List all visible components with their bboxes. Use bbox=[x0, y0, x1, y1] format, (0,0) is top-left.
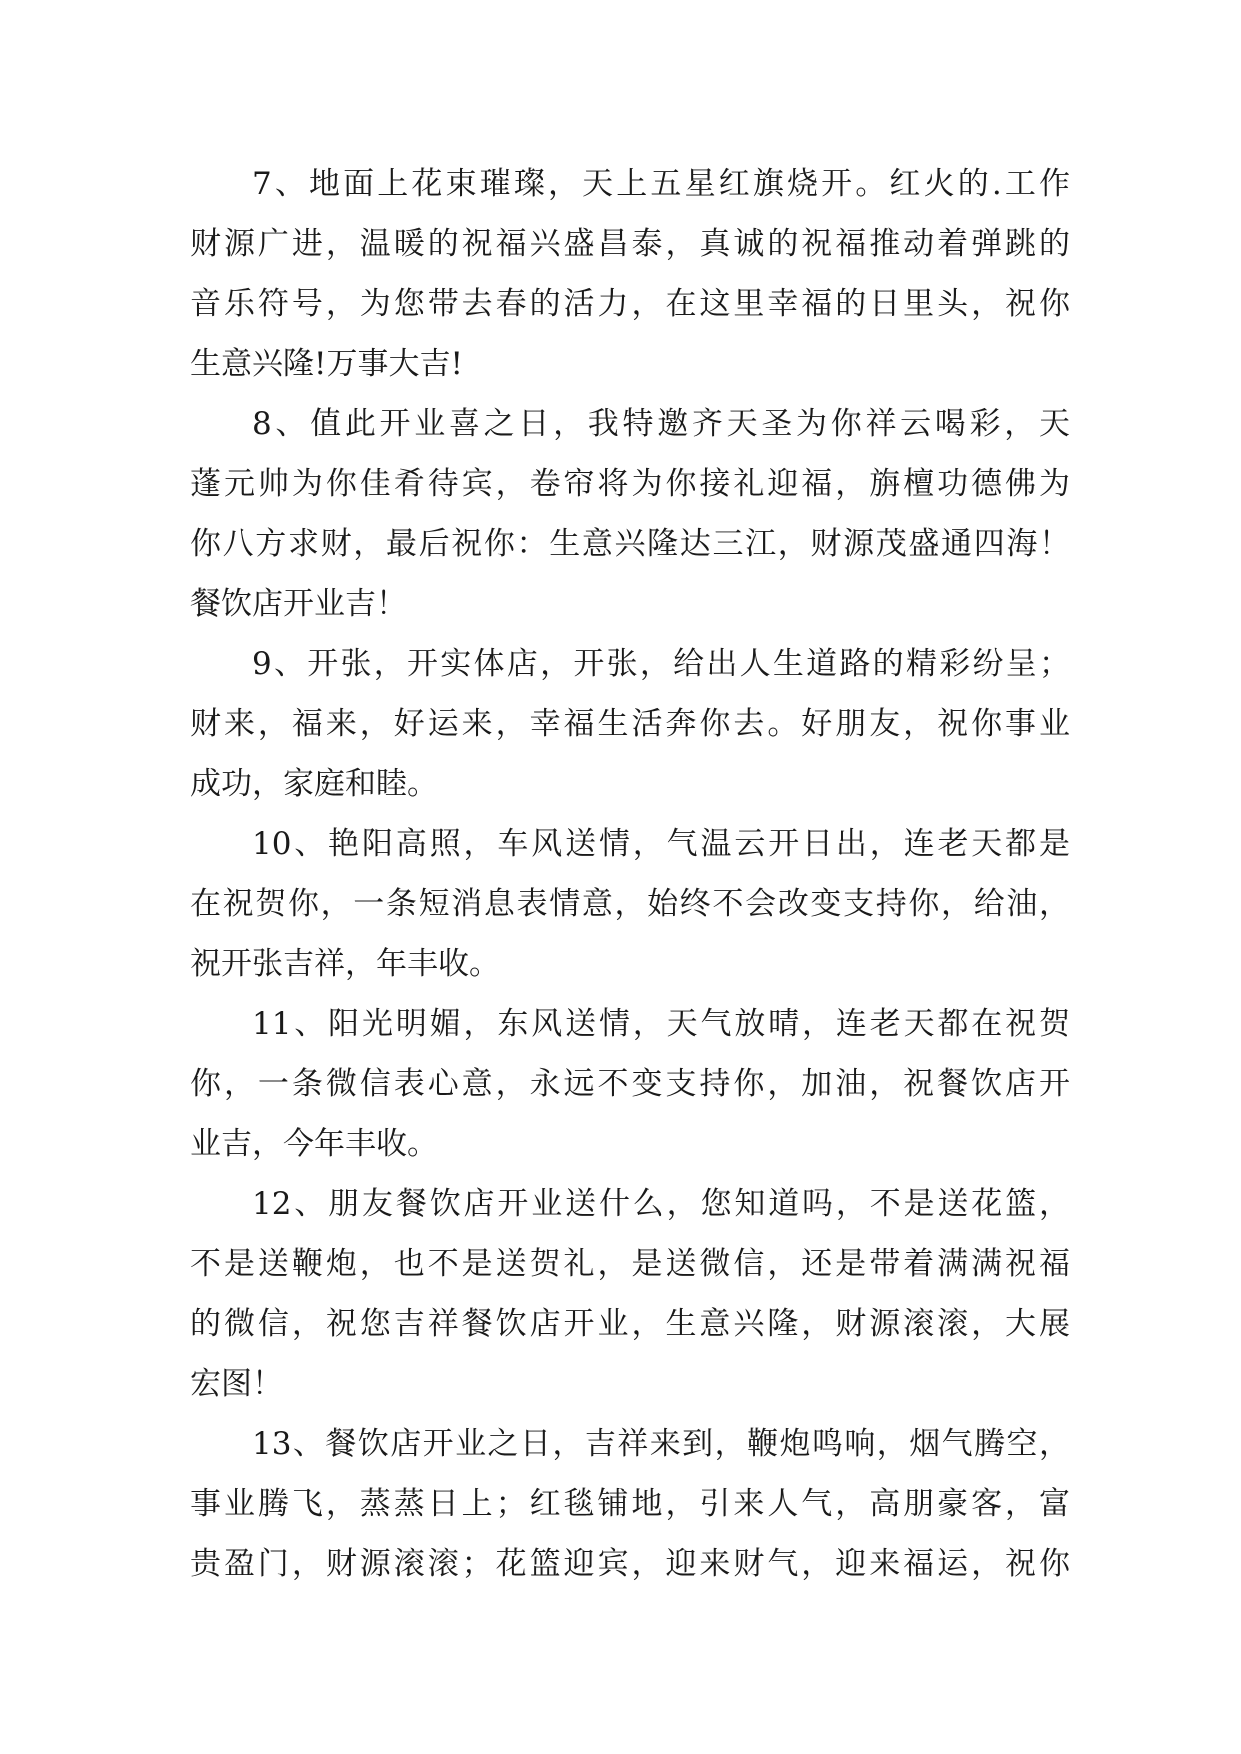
text-line: 13、餐饮店开业之日，吉祥来到，鞭炮鸣响，烟气腾空， bbox=[252, 1426, 1070, 1462]
text-line: 事业腾飞，蒸蒸日上；红毯铺地，引来人气，高朋豪客，富 bbox=[190, 1486, 1070, 1522]
text-line: 8、值此开业喜之日，我特邀齐天圣为你祥云喝彩，天 bbox=[252, 406, 1070, 442]
text-line: 财来，福来，好运来，幸福生活奔你去。好朋友，祝你事业 bbox=[190, 706, 1070, 742]
text-line: 12、朋友餐饮店开业送什么，您知道吗，不是送花篮， bbox=[252, 1186, 1070, 1222]
text-line: 业吉，今年丰收。 bbox=[190, 1126, 438, 1162]
text-line: 的微信，祝您吉祥餐饮店开业，生意兴隆，财源滚滚，大展 bbox=[190, 1306, 1070, 1342]
text-line: 你八方求财，最后祝你：生意兴隆达三江，财源茂盛通四海！ bbox=[190, 526, 1070, 562]
text-line: 你，一条微信表心意，永远不变支持你，加油，祝餐饮店开 bbox=[190, 1066, 1070, 1102]
text-line: 10、艳阳高照，车风送情，气温云开日出，连老天都是 bbox=[252, 826, 1070, 862]
text-line: 成功，家庭和睦。 bbox=[190, 766, 438, 802]
text-line: 蓬元帅为你佳肴待宾，卷帘将为你接礼迎福，旃檀功德佛为 bbox=[190, 466, 1070, 502]
text-line: 音乐符号，为您带去春的活力，在这里幸福的日里头，祝你 bbox=[190, 286, 1070, 322]
text-line: 贵盈门，财源滚滚；花篮迎宾，迎来财气，迎来福运，祝你 bbox=[190, 1546, 1070, 1582]
paragraph-8 bbox=[190, 394, 1070, 634]
text-line: 餐饮店开业吉！ bbox=[190, 586, 407, 622]
paragraph-9 bbox=[190, 634, 1070, 814]
text-line: 宏图！ bbox=[190, 1366, 283, 1402]
document-body bbox=[190, 154, 1070, 1594]
text-line: 在祝贺你，一条短消息表情意，始终不会改变支持你，给油， bbox=[190, 886, 1070, 922]
paragraph-13 bbox=[190, 1414, 1070, 1594]
paragraph-7 bbox=[190, 154, 1070, 394]
text-line: 财源广进，温暖的祝福兴盛昌泰，真诚的祝福推动着弹跳的 bbox=[190, 226, 1070, 262]
text-line: 9、开张，开实体店，开张，给出人生道路的精彩纷呈； bbox=[252, 646, 1070, 682]
text-line: 生意兴隆!万事大吉! bbox=[190, 346, 463, 382]
text-line: 11、阳光明媚，东风送情，天气放晴，连老天都在祝贺 bbox=[252, 1006, 1070, 1042]
paragraph-12 bbox=[190, 1174, 1070, 1414]
paragraph-10 bbox=[190, 814, 1070, 994]
text-line: 7、地面上花束璀璨，天上五星红旗烧开。红火的.工作 bbox=[252, 166, 1070, 202]
text-line: 祝开张吉祥，年丰收。 bbox=[190, 946, 500, 982]
text-line: 不是送鞭炮，也不是送贺礼，是送微信，还是带着满满祝福 bbox=[190, 1246, 1070, 1282]
paragraph-11 bbox=[190, 994, 1070, 1174]
